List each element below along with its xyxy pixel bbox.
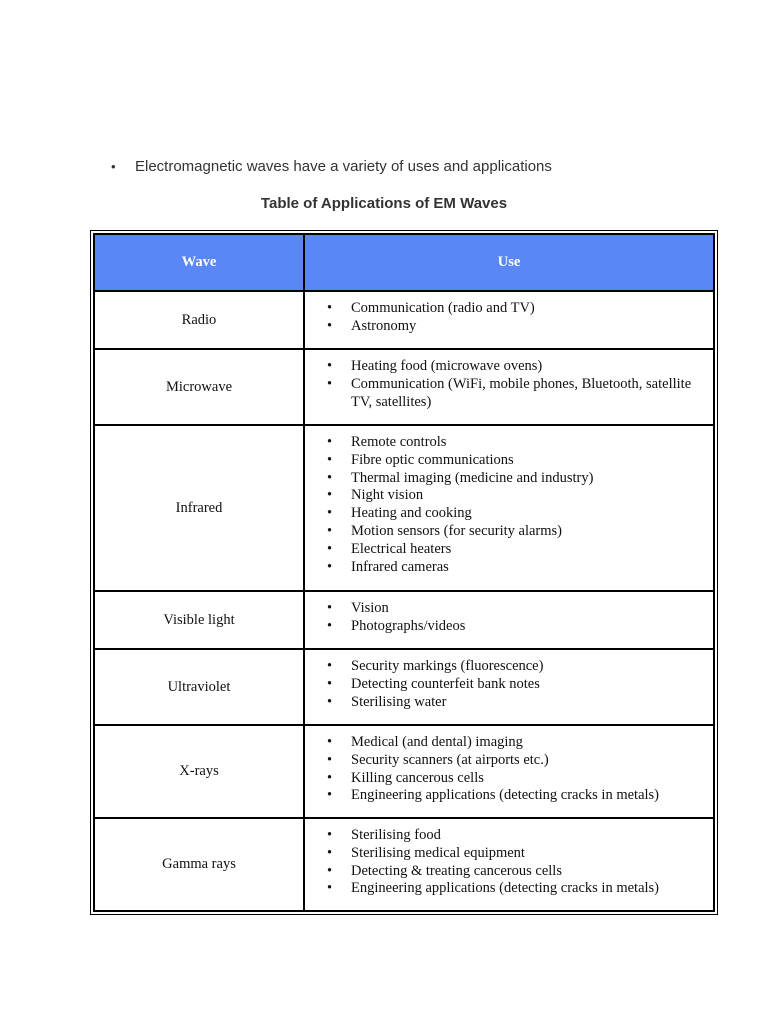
use-item: • Electrical heaters <box>327 541 707 559</box>
uses-list <box>327 734 707 805</box>
wave-name-cell: Microwave <box>94 349 304 425</box>
table-row <box>94 349 714 425</box>
use-item: • Detecting & treating cancerous cells <box>327 863 707 881</box>
wave-name-cell: Visible light <box>94 591 304 649</box>
use-item: • Sterilising water <box>327 694 707 712</box>
uses-cell <box>304 349 714 425</box>
uses-cell <box>304 291 714 349</box>
use-item: • Communication (WiFi, mobile phones, Bluetooth, satellite TV, satellites) <box>327 376 707 412</box>
uses-cell <box>304 649 714 725</box>
use-item: • Astronomy <box>327 318 707 336</box>
table-row <box>94 291 714 349</box>
use-item: • Heating food (microwave ovens) <box>327 358 707 376</box>
table-header-row <box>94 234 714 291</box>
table-row <box>94 591 714 649</box>
use-item: • Killing cancerous cells <box>327 770 707 788</box>
use-item: • Detecting counterfeit bank notes <box>327 676 707 694</box>
use-item: • Heating and cooking <box>327 505 707 523</box>
uses-cell <box>304 725 714 818</box>
uses-cell <box>304 425 714 591</box>
applications-table <box>93 233 715 912</box>
wave-name-cell: Infrared <box>94 425 304 591</box>
uses-cell <box>304 591 714 649</box>
table-body <box>94 291 714 911</box>
use-item: • Security scanners (at airports etc.) <box>327 752 707 770</box>
use-item: • Vision <box>327 600 707 618</box>
use-item: • Infrared cameras <box>327 559 707 577</box>
header-use: Use <box>304 234 714 291</box>
intro-item: • Electromagnetic waves have a variety of uses and applications <box>108 157 552 177</box>
use-item: • Motion sensors (for security alarms) <box>327 523 707 541</box>
use-item: • Thermal imaging (medicine and industry) <box>327 470 707 488</box>
table-row <box>94 818 714 911</box>
use-item: • Security markings (fluorescence) <box>327 658 707 676</box>
wave-name-cell: Radio <box>94 291 304 349</box>
use-item: • Night vision <box>327 487 707 505</box>
uses-list <box>327 300 707 336</box>
uses-cell <box>304 818 714 911</box>
use-item: • Medical (and dental) imaging <box>327 734 707 752</box>
use-item: • Sterilising medical equipment <box>327 845 707 863</box>
table-row <box>94 725 714 818</box>
header-wave: Wave <box>94 234 304 291</box>
intro-list <box>108 157 552 177</box>
use-item: • Remote controls <box>327 434 707 452</box>
use-item: • Engineering applications (detecting cracks in metals) <box>327 787 707 805</box>
use-item: • Photographs/videos <box>327 618 707 636</box>
table-row <box>94 649 714 725</box>
wave-name-cell: Gamma rays <box>94 818 304 911</box>
wave-name-cell: X-rays <box>94 725 304 818</box>
use-item: • Sterilising food <box>327 827 707 845</box>
use-item: • Engineering applications (detecting cracks in metals) <box>327 880 707 898</box>
uses-list <box>327 827 707 898</box>
uses-list <box>327 658 707 711</box>
use-item: • Fibre optic communications <box>327 452 707 470</box>
table-title: Table of Applications of EM Waves <box>260 195 508 212</box>
uses-list <box>327 434 707 576</box>
table-row <box>94 425 714 591</box>
uses-list <box>327 600 707 636</box>
use-item: • Communication (radio and TV) <box>327 300 707 318</box>
uses-list <box>327 358 707 411</box>
applications-table-frame <box>90 230 718 915</box>
wave-name-cell: Ultraviolet <box>94 649 304 725</box>
